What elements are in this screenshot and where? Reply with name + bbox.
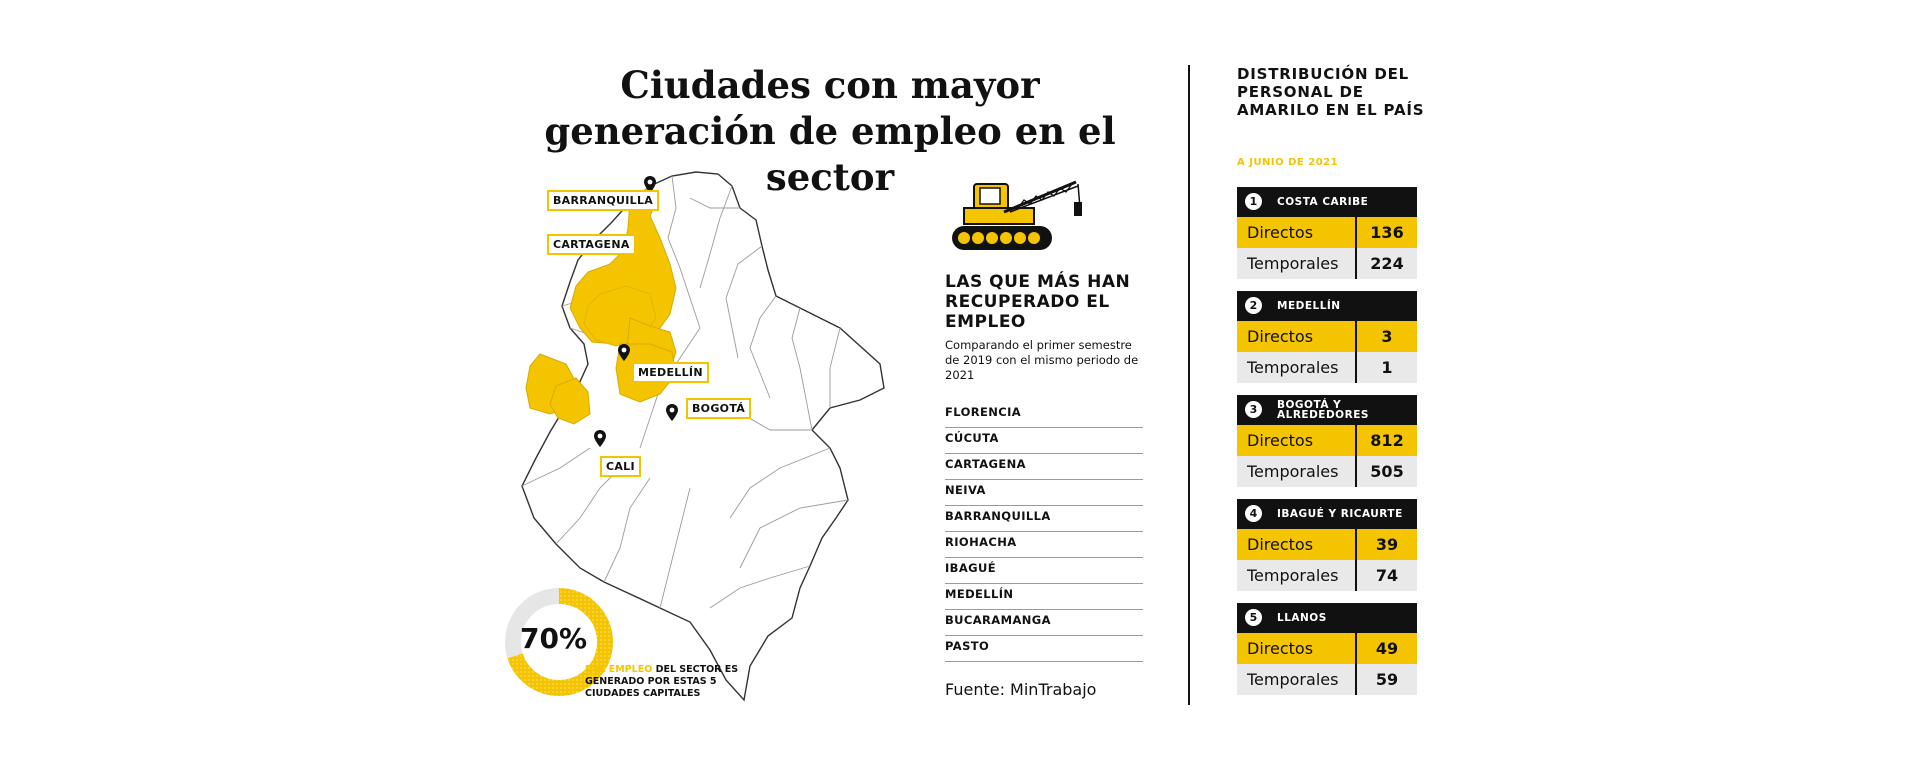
row-label: Directos (1237, 321, 1357, 352)
region-name: COSTA CARIBE (1277, 196, 1369, 208)
city-label-cartagena: CARTAGENA (547, 234, 636, 255)
source-note: Fuente: MinTrabajo (945, 680, 1097, 699)
recovery-city-list (945, 402, 1143, 662)
row-value: 224 (1370, 254, 1404, 273)
list-item: BARRANQUILLA (945, 506, 1143, 532)
city-label-cali: CALI (600, 456, 641, 477)
percent-caption-text: DEL SECTOR ES GENERADO POR ESTAS 5 CIUDADES CAPITALES (585, 664, 739, 699)
row-label: Directos (1237, 217, 1357, 248)
row-label: Temporales (1237, 352, 1357, 383)
list-item: NEIVA (945, 480, 1143, 506)
row-value: 59 (1375, 670, 1399, 689)
region-name: IBAGUÉ Y RICAURTE (1277, 508, 1403, 520)
column-divider (1188, 65, 1190, 705)
region-card (1237, 395, 1417, 487)
row-label: Temporales (1237, 248, 1357, 279)
row-value: 49 (1375, 639, 1399, 658)
region-number: 2 (1245, 297, 1262, 314)
percent-value: 70% (520, 622, 588, 655)
region-number: 5 (1245, 609, 1262, 626)
region-card (1237, 603, 1417, 695)
city-label-barranquilla: BARRANQUILLA (547, 190, 659, 211)
title-line-1: Ciudades con mayor (620, 63, 1040, 107)
region-name: BOGOTÁ Y ALREDEDORES (1277, 399, 1369, 421)
list-item: FLORENCIA (945, 402, 1143, 428)
row-value: 3 (1381, 327, 1393, 346)
table-row (1237, 560, 1417, 591)
region-name: MEDELLÍN (1277, 300, 1341, 312)
row-label: Directos (1237, 633, 1357, 664)
row-value: 812 (1370, 431, 1404, 450)
table-row (1237, 456, 1417, 487)
region-header (1237, 395, 1417, 425)
region-number: 3 (1245, 401, 1262, 418)
table-row (1237, 248, 1417, 279)
region-number: 4 (1245, 505, 1262, 522)
region-name: LLANOS (1277, 612, 1327, 624)
region-header (1237, 499, 1417, 529)
row-label: Temporales (1237, 560, 1357, 591)
percent-caption-highlight: DEL EMPLEO (585, 664, 653, 675)
row-label: Temporales (1237, 664, 1357, 695)
list-item: MEDELLÍN (945, 584, 1143, 610)
region-number: 1 (1245, 193, 1262, 210)
crane-icon (944, 178, 1094, 262)
list-item: CARTAGENA (945, 454, 1143, 480)
region-card (1237, 291, 1417, 383)
row-value: 74 (1375, 566, 1399, 585)
list-item: IBAGUÉ (945, 558, 1143, 584)
distribution-title: DISTRIBUCIÓN DEL PERSONAL DE AMARILO EN EL PAÍS (1237, 65, 1425, 119)
recovery-subtitle: Comparando el primer semestre de 2019 con el mismo periodo de 2021 (945, 338, 1139, 382)
region-card (1237, 187, 1417, 279)
table-row (1237, 529, 1417, 560)
table-row (1237, 664, 1417, 695)
list-item: PASTO (945, 636, 1143, 662)
table-row (1237, 321, 1417, 352)
list-item: BUCARAMANGA (945, 610, 1143, 636)
row-label: Directos (1237, 529, 1357, 560)
region-card (1237, 499, 1417, 591)
table-row (1237, 425, 1417, 456)
recovery-title: LAS QUE MÁS HAN RECUPERADO EL EMPLEO (945, 272, 1131, 332)
percent-caption (585, 664, 765, 700)
list-item: CÚCUTA (945, 428, 1143, 454)
row-label: Directos (1237, 425, 1357, 456)
title-line-2: generación de empleo en el sector (544, 109, 1116, 199)
region-header (1237, 187, 1417, 217)
table-row (1237, 217, 1417, 248)
city-label-medellin: MEDELLÍN (632, 362, 709, 383)
city-label-bogota: BOGOTÁ (686, 398, 751, 419)
row-label: Temporales (1237, 456, 1357, 487)
distribution-date: A JUNIO DE 2021 (1237, 157, 1339, 168)
table-row (1237, 352, 1417, 383)
row-value: 39 (1375, 535, 1399, 554)
list-item: RIOHACHA (945, 532, 1143, 558)
row-value: 1 (1381, 358, 1393, 377)
row-value: 136 (1370, 223, 1404, 242)
region-header (1237, 291, 1417, 321)
table-row (1237, 633, 1417, 664)
region-header (1237, 603, 1417, 633)
row-value: 505 (1370, 462, 1404, 481)
